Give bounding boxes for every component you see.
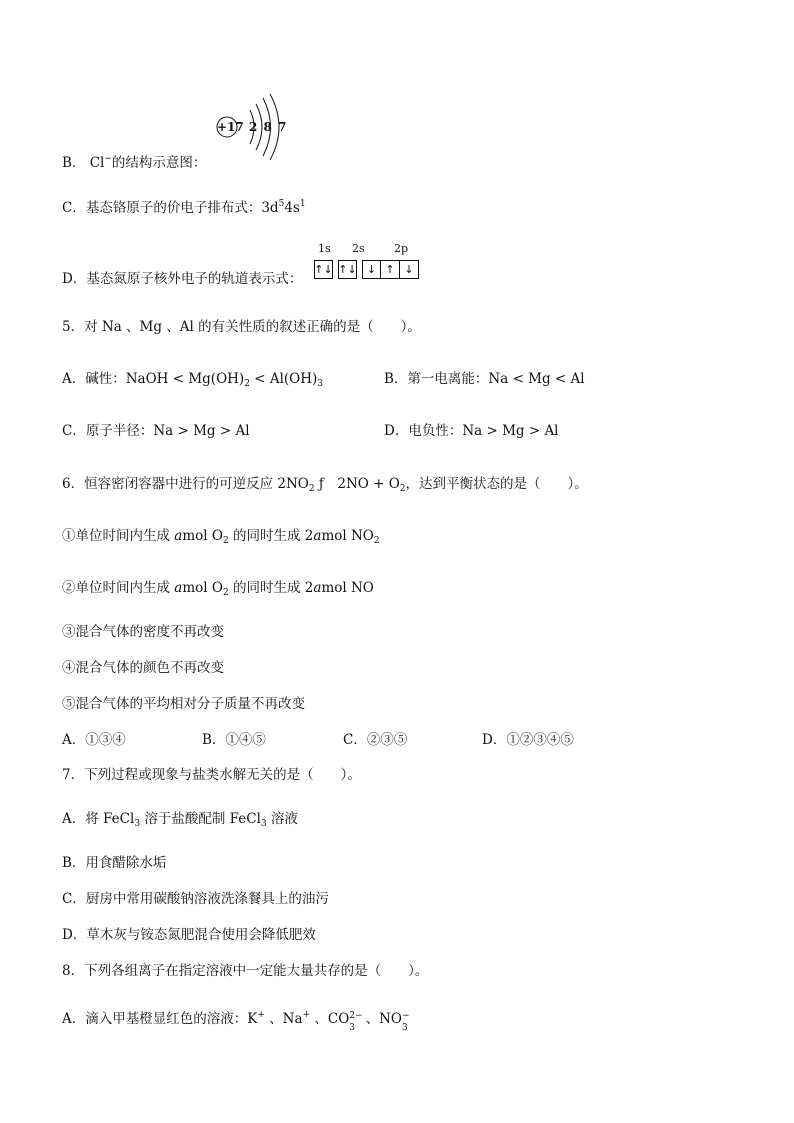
q4-option-c: C．基态铬原子的价电子排布式：$3d^54s^1$ [62,199,306,216]
chloride-ion: Cl− [89,154,112,171]
q7-option-b: B．用食醋除水垢 [62,855,167,871]
q5-option-b: B．第一电离能：Na < Mg < Al [384,371,585,387]
q6-stem: 6．恒容密闭容器中进行的可逆反应 $2NO_2$ ƒ $2NO + O_2$，达到平衡状态的是（ ）。 [62,476,588,494]
q6-item-3: ③混合气体的密度不再改变 [62,624,224,640]
q6-option-d: D．①②③④⑤ [482,732,574,748]
atom-electron-shells: 2 8 7 [249,120,288,134]
q6-item-5: ⑤混合气体的平均相对分子质量不再改变 [62,696,305,712]
q7-stem: 7．下列过程或现象与盐类水解无关的是（ ）。 [62,767,361,783]
q5-stem: 5．对 Na 、Mg 、Al 的有关性质的叙述正确的是（ ）。 [62,319,421,335]
q5-option-d: D．电负性：Na > Mg > Al [384,423,559,439]
q8-option-a: A．滴入甲基橙显红色的溶液：K+ 、Na+ 、CO 2− 3 、NO − 3 [62,1010,410,1033]
q6-option-a: A．①③④ [62,732,126,748]
q6-option-c: C．②③⑤ [343,732,408,748]
atom-nucleus-charge: +17 [217,120,244,134]
orbital-label-1s: 1s [318,242,331,255]
q4-option-b: B． Cl−的结构示意图： [62,154,207,171]
q5-option-a: A．碱性：NaOH < $Mg(OH)_2 < Al(OH)_3$ [62,371,323,389]
q6-option-b: B．①④⑤ [202,732,266,748]
q7-option-d: D．草木灰与铵态氮肥混合使用会降低肥效 [62,927,316,943]
orbital-box-1s: ↑↓ [314,260,333,279]
q6-item-2: ②单位时间内生成 amol $O_2$ 的同时生成 2amol NO [62,580,374,598]
q6-item-1: ①单位时间内生成 amol $O_2$ 的同时生成 2amol $NO_2$ [62,528,380,546]
q7-option-c: C．厨房中常用碳酸钠溶液洗涤餐具上的油污 [62,891,329,907]
q4-option-d: D．基态氮原子核外电子的轨道表示式： [62,271,303,287]
orbital-box-2p-3: ↓ [400,260,419,279]
orbital-box-2s: ↑↓ [338,260,357,279]
orbital-label-2s: 2s [352,242,365,255]
q7-option-a: A．将 FeCl$_3$ 溶于盐酸配制 FeCl$_3$ 溶液 [62,811,298,829]
orbital-box-2p-2: ↑ [381,260,400,279]
orbital-box-2p-1: ↓ [362,260,381,279]
chlorine-ion-structure-diagram [212,92,292,162]
q8-stem: 8．下列各组离子在指定溶液中一定能大量共存的是（ ）。 [62,963,429,979]
q5-option-c: C．原子半径：Na > Mg > Al [62,423,250,439]
orbital-boxes [314,260,419,279]
orbital-label-2p: 2p [394,242,409,255]
q6-item-4: ④混合气体的颜色不再改变 [62,660,224,676]
